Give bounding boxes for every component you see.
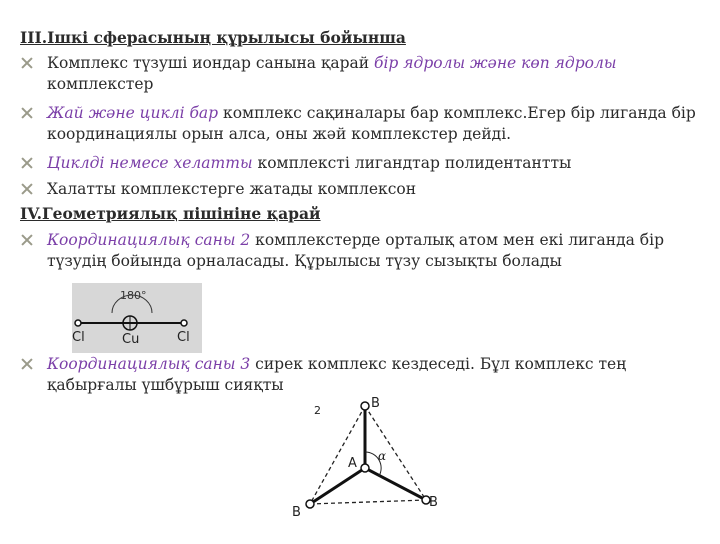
trigonal-complex-diagram [288, 394, 448, 540]
s3-b2-continuation: координациялы орын алса, оны жәй комплекстер дейді. [47, 125, 512, 143]
top-ligand-label: B [371, 396, 380, 411]
bullet-icon [20, 106, 34, 120]
s4-b2-text: сирек комплекс кездеседі. Бұл комплекс тең [250, 355, 627, 373]
s3-b1-text: Комплекс түзуші иондар санына қарай [47, 54, 374, 72]
s3-b1-highlight: бір ядролы және көп ядролы [374, 54, 617, 72]
bullet-icon [20, 233, 34, 247]
s3-bullet-1 [47, 53, 616, 73]
s3-b2-highlight: Жай және циклі бар [47, 104, 219, 122]
left-ligand-label: B [292, 505, 301, 520]
s3-b2-text: комплекс сақиналары бар комплекс.Егер бір лиганда бір [218, 104, 696, 122]
trigonal-complex-figure [288, 394, 448, 540]
section-3-heading: III.Ішкі сферасының құрылысы бойынша [20, 28, 406, 47]
s3-bullet-4: Халатты комплекстерге жатады комплексон [47, 180, 417, 198]
side-label: 2 [314, 404, 321, 417]
bullet-icon [20, 357, 34, 371]
ligand-left-atom [75, 320, 81, 326]
s4-b2-highlight: Координациялық саны 3 [47, 355, 251, 373]
ligand-top-atom [361, 402, 369, 410]
s4-bullet-2 [47, 354, 626, 374]
right-ligand-label: Cl [177, 330, 190, 345]
angle-label: 180° [120, 289, 147, 302]
bullet-icon [20, 182, 34, 196]
center-atom-label: A [348, 456, 357, 471]
angle-label: α [378, 449, 387, 463]
s4-b2-continuation: қабырғалы үшбұрыш сияқты [47, 376, 284, 394]
ligand-right-atom [181, 320, 187, 326]
center-atom-label: Cu [122, 332, 140, 347]
s3-b1-continuation: комплекстер [47, 75, 154, 93]
s4-b1-highlight: Координациялық саны 2 [47, 231, 251, 249]
section-4-heading: IV.Геометриялық пішініне қарай [20, 204, 321, 223]
linear-complex-diagram [72, 283, 202, 353]
s3-bullet-2 [47, 103, 696, 123]
right-ligand-label: B [429, 495, 438, 510]
s3-b3-highlight: Циклді немесе хелатты [47, 154, 253, 172]
ligand-left-atom [306, 500, 314, 508]
bullet-icon [20, 56, 34, 70]
central-atom [361, 464, 369, 472]
bullet-icon [20, 156, 34, 170]
linear-complex-figure [72, 283, 202, 353]
left-ligand-label: Cl [72, 330, 85, 345]
s4-bullet-1 [47, 230, 664, 250]
s3-b3-text: комплексті лигандтар полидентантты [252, 154, 572, 172]
s3-bullet-3 [47, 153, 571, 173]
s4-b1-continuation: түзудің бойында орналасады. Құрылысы түзу сызықты болады [47, 252, 562, 270]
s4-b1-text: комплекстерде орталық атом мен екі лиганда бір [250, 231, 664, 249]
